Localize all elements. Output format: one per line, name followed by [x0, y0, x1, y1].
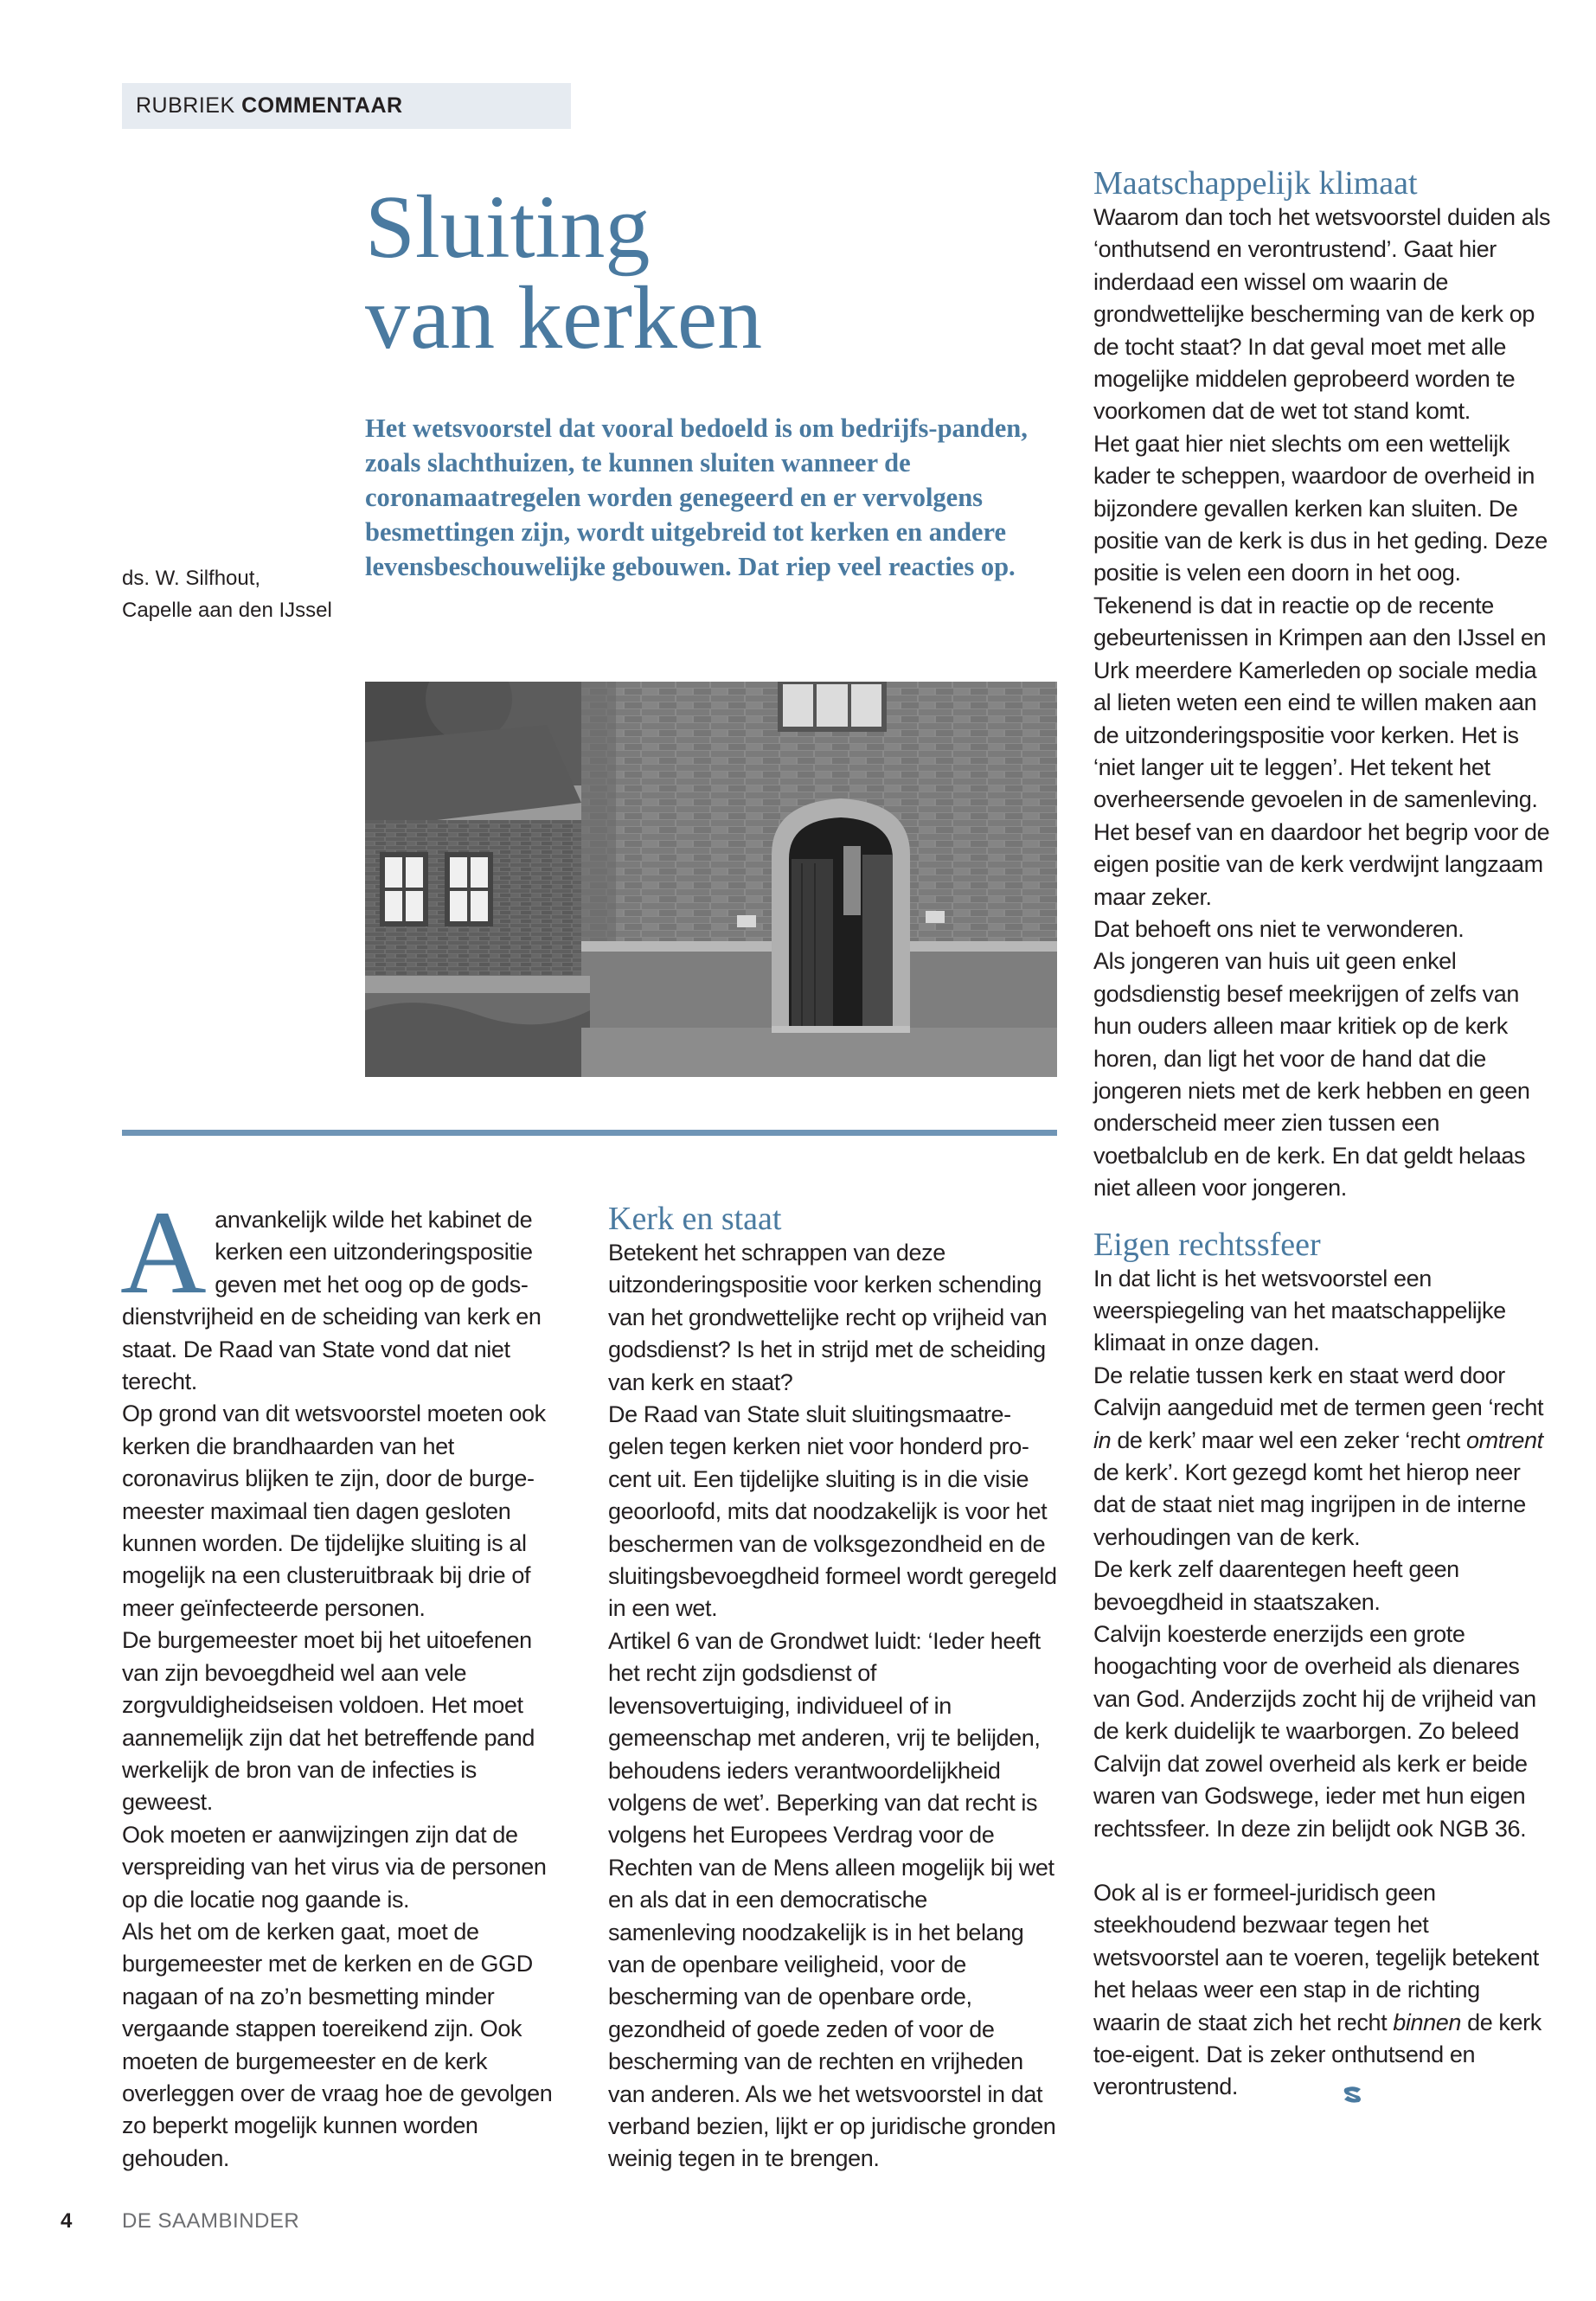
publication-name: DE SAAMBINDER	[122, 2209, 300, 2233]
col1-paragraph-2: Op grond van dit wetsvoorstel moeten ook kerken die brandhaarden van het coronavirus blijken te zijn, door de burge-meester maximaal tien dagen gesloten kunnen worden. De tijdelijke sluiting is al mogelijk na een clusteruitbraak bij drie of meer geïnfecteerde personen.	[122, 1400, 546, 1621]
section-label	[122, 83, 571, 129]
page-number: 4	[61, 2209, 73, 2233]
section-label-prefix: RUBRIEK	[136, 93, 235, 118]
col3-p6-part-c: de kerk’ maar wel een zeker ‘recht	[1111, 1426, 1466, 1453]
col3-p6-italic-in: in	[1093, 1426, 1112, 1453]
col3-paragraph-2: Het gaat hier niet slechts om een wettelijk kader te scheppen, waardoor de overheid in bijzondere gevallen kerken kan sluiten. De positie van de kerk is dus in het geding. Deze positie is velen een doorn in het oog. Tekenend is dat in reactie op de recente gebeurtenissen in Krimpen aan den IJssel en Urk meerdere Kamerleden op sociale media al lieten weten een eind te willen maken aan de uitzonderingspositie voor kerken. Het is ‘niet langer uit te leggen’. Het tekent het overheersende gevoelen in de samenleving. Het besef van en daardoor het begrip voor de eigen positie van de kerk verdwijnt langzaam maar zeker.	[1093, 430, 1550, 910]
author-place: Capelle aan den IJssel	[122, 599, 332, 622]
heading-maatschappelijk-klimaat: Maatschappelijk klimaat	[1093, 165, 1418, 202]
end-mark-icon	[1342, 2080, 1364, 2097]
col3-p6-part-e: de kerk’. Kort gezegd komt het hierop neer dat de staat niet mag ingrijpen in de interne verhoudingen van de kerk.	[1093, 1459, 1526, 1550]
column-1	[120, 1186, 572, 2175]
col3-paragraph-8: Calvijn koesterde enerzijds een grote hoogachting voor de overheid als dienares van God. Anderzijds zocht hij de vrijheid van de kerk duidelijk te waarborgen. Zo beleed Calvijn dat zowel overheid als kerk er beide waren van Godswege, ieder met hun eigen rechtssfeer. In deze zin belijdt ook NGB 36.	[1093, 1621, 1536, 1842]
col3-p9-italic-binnen: binnen	[1393, 2009, 1461, 2035]
col3-paragraph-4: Als jongeren van huis uit geen enkel godsdienstig besef meekrijgen of zelfs van hun ouders alleen maar kritiek op de kerk horen, dan ligt het voor de hand dat die jongeren niets met de kerk hebben en geen onderscheid meer zien tussen een voetbalclub en de kerk. En dat geldt helaas niet alleen voor jongeren.	[1093, 948, 1530, 1202]
col3-paragraph-7: De kerk zelf daarentegen heeft geen bevoegdheid in staatszaken.	[1093, 1556, 1459, 1615]
col2-paragraph-2: De Raad van State sluit sluitingsmaatre-gelen tegen kerken niet voor honderd pro-cent uit. Een tijdelijke sluiting is in die visie geoorloofd, mits dat noodzakelijk is voor het beschermen van de volksgezondheid en de sluitingsbevoegdheid formeel wordt geregeld in een wet.	[608, 1401, 1057, 1622]
author-name: ds. W. Silfhout,	[122, 567, 261, 590]
col1-paragraph-3: De burgemeester moet bij het uitoefenen van zijn bevoegdheid wel aan vele zorgvuldigheidseisen voldoen. Het moet aannemelijk zijn dat het betreffende pand werkelijk de bron van de infecties is geweest.	[122, 1627, 535, 1816]
col3-paragraph-6	[1093, 1360, 1552, 1554]
col3-paragraph-3: Dat behoeft ons niet te verwonderen.	[1093, 915, 1465, 942]
title-line-2: van kerken	[365, 268, 763, 368]
paragraph-gap	[1093, 1845, 1552, 1877]
col3-p9-part-a: Ook al is er formeel-juridisch geen steekhoudend bezwaar tegen het wetsvoorstel aan te voeren, tegelijk betekent het helaas weer een stap in de richting waarin de staat zich het recht	[1093, 1879, 1539, 2035]
col2-paragraph-3: Artikel 6 van de Grondwet luidt: ‘Ieder heeft het recht zijn godsdienst of levensovertuiging, individueel of in gemeenschap met anderen, vrij te belijden, behoudens ieders verantwoordelijkheid volgens de wet’. Beperking van dat recht is volgens het Europees Verdrag voor de Rechten van de Mens alleen mogelijk bij wet en als dat in een democratische samenleving noodzakelijk is in het belang van de openbare veiligheid, voor de bescherming van de openbare orde, gezondheid of goede zeden of voor de bescherming van de rechten en vrijheden van anderen. Als we het wetsvoorstel in dat verband bezien, lijkt er op juridische gronden weinig tegen in te brengen.	[608, 1627, 1056, 2172]
column-2	[608, 1202, 1058, 2176]
section-divider	[122, 1130, 1057, 1136]
drop-cap: A	[120, 1186, 207, 1318]
church-photo	[365, 682, 1057, 1077]
col1-paragraph-1-text: anvankelijk wilde het kabinet de kerken een uitzonderingspositie geven met het oog op de gods-dienstvrijheid en de scheiding van kerk en staat. De Raad van State vond dat niet terecht.	[122, 1207, 542, 1395]
article-title	[365, 177, 1057, 368]
col3-paragraph-9	[1093, 1877, 1552, 2104]
heading-kerk-en-staat: Kerk en staat	[608, 1201, 782, 1237]
col1-paragraph-1	[120, 1186, 572, 1398]
col3-p6-part-a: De relatie tussen kerk en staat werd door Calvijn aangeduid met de termen geen ‘recht	[1093, 1362, 1544, 1421]
author-byline	[122, 562, 364, 626]
col3-paragraph-1: Waarom dan toch het wetsvoorstel duiden als ‘onthutsend en verontrustend’. Gaat hier inderdaad een wissel om waarin de grondwettelijke bescherming van de kerk op de tocht staat? In dat geval moet met alle mogelijke middelen geprobeerd worden te voorkomen dat de wet tot stand komt.	[1093, 204, 1551, 425]
title-line-1: Sluiting	[365, 177, 651, 277]
article-intro: Het wetsvoorstel dat vooral bedoeld is om bedrijfs-panden, zoals slachthuizen, te kunnen sluiten wanneer de coronamaatregelen worden genegeerd en er vervolgens besmettingen zijn, wordt uitgebreid tot kerken en andere levensbeschouwelijke gebouwen. Dat riep veel reacties op.	[365, 413, 1028, 581]
col1-paragraph-4: Ook moeten er aanwijzingen zijn dat de verspreiding van het virus via de personen op die locatie nog gaande is.	[122, 1821, 547, 1913]
col3-p6-italic-omtrent: omtrent	[1466, 1426, 1543, 1453]
heading-eigen-rechtssfeer: Eigen rechtssfeer	[1093, 1226, 1321, 1263]
col2-paragraph-1: Betekent het schrappen van deze uitzonderingspositie voor kerken schending van het grondwettelijke recht op vrijheid van godsdienst? Is het in strijd met de scheiding van kerk en staat?	[608, 1240, 1048, 1395]
col3-paragraph-5: In dat licht is het wetsvoorstel een weerspiegeling van het maatschappelijke klimaat in onze dagen.	[1093, 1265, 1506, 1356]
col3-p9-part-c: de kerk toe-eigent. Dat is zeker onthutsend en verontrustend.	[1093, 2009, 1542, 2100]
column-3	[1093, 166, 1552, 2104]
col1-paragraph-5: Als het om de kerken gaat, moet de burgemeester met de kerken en de GGD nagaan of na zo’n besmetting minder vergaande stappen toereikend zijn. Ook moeten de burgemeester en de kerk overleggen over de vraag hoe de gevolgen zo beperkt mogelijk kunnen worden gehouden.	[122, 1918, 553, 2171]
section-label-name: COMMENTAAR	[241, 93, 403, 118]
